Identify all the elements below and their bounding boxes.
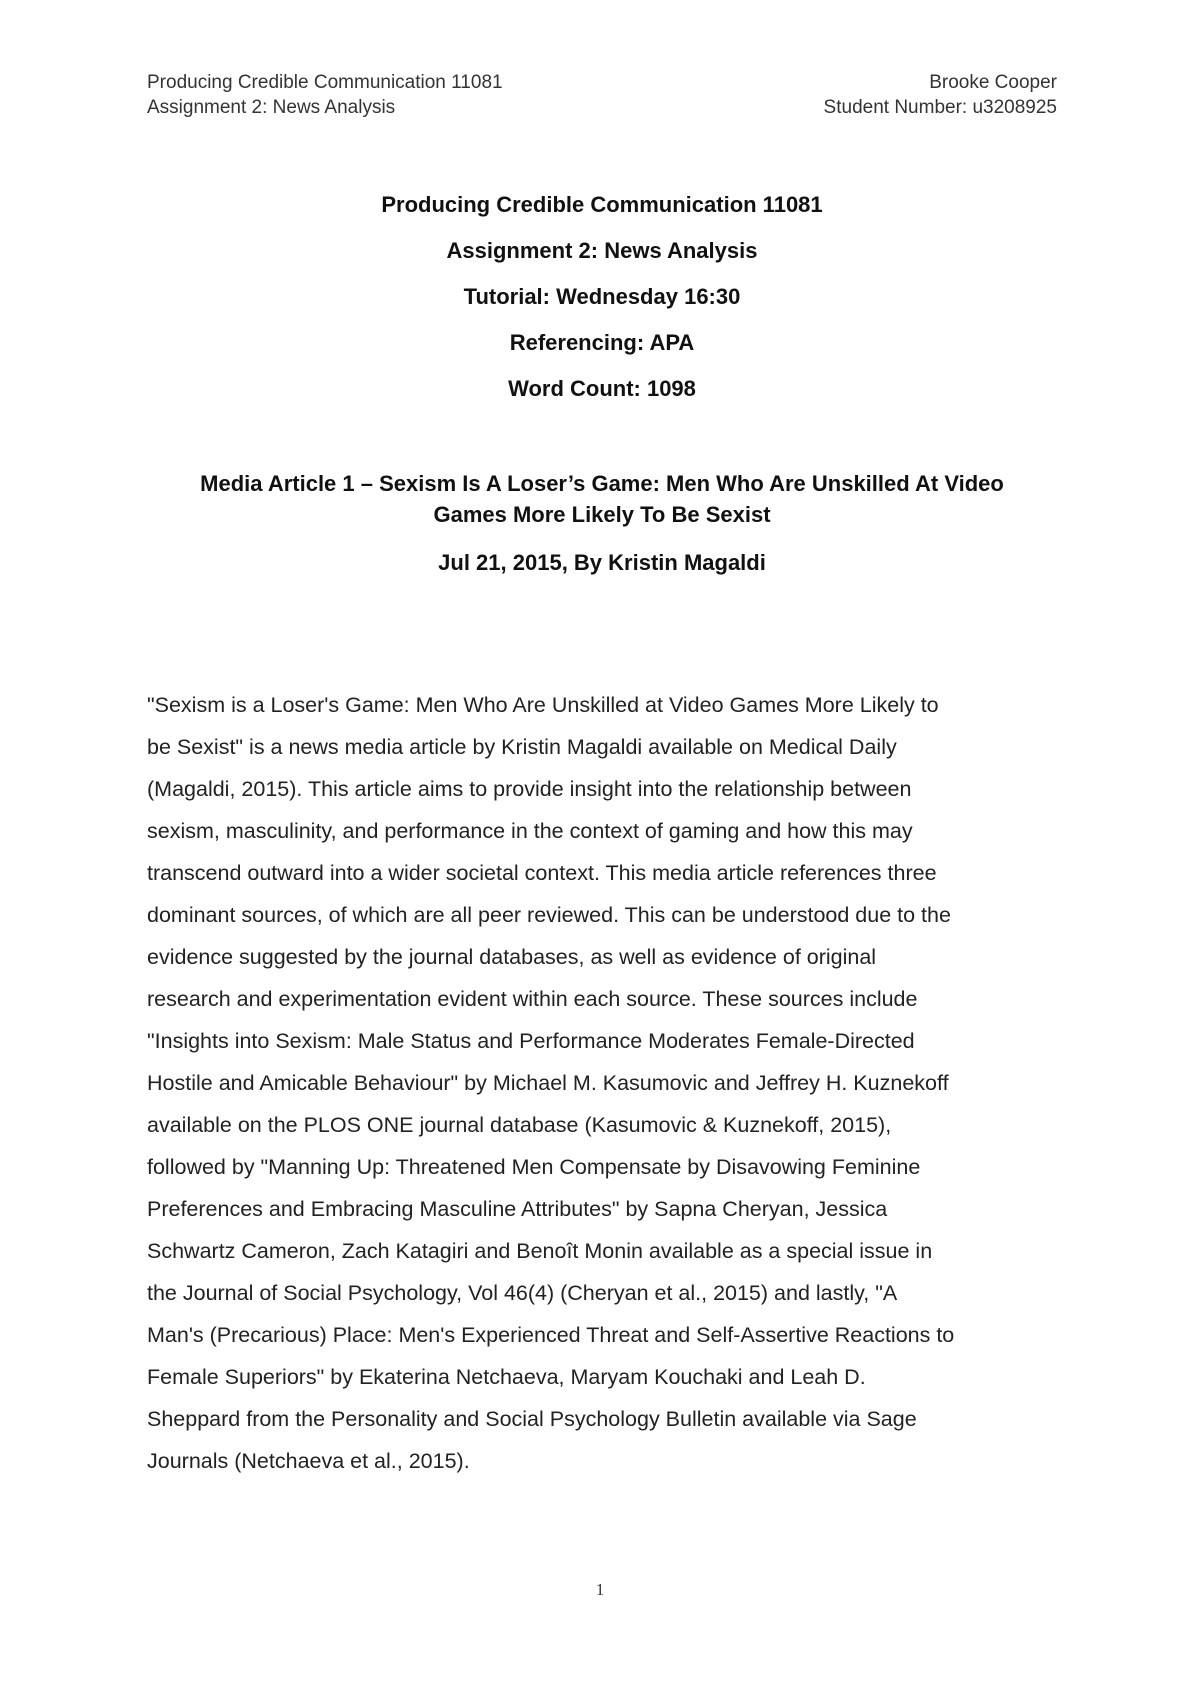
paragraph-line: Schwartz Cameron, Zach Katagiri and Benoît Monin available as a special issue in: [147, 1239, 933, 1263]
title-word-count: Word Count: 1098: [508, 376, 696, 401]
body-paragraph: [147, 684, 1067, 1482]
paragraph-line: Female Superiors" by Ekaterina Netchaeva, Maryam Kouchaki and Leah D.: [147, 1365, 866, 1389]
paragraph-line: research and experimentation evident within each source. These sources include: [147, 987, 918, 1011]
page-number: 1: [595, 1580, 605, 1599]
header-right: [824, 70, 1057, 120]
paragraph-line: available on the PLOS ONE journal database (Kasumovic & Kuznekoff, 2015),: [147, 1113, 892, 1137]
paragraph-line: sexism, masculinity, and performance in the context of gaming and how this may: [147, 819, 913, 843]
paragraph-line: the Journal of Social Psychology, Vol 46(4) (Cheryan et al., 2015) and lastly, "A: [147, 1281, 898, 1305]
paragraph-line: transcend outward into a wider societal context. This media article references three: [147, 861, 937, 885]
title-assignment: Assignment 2: News Analysis: [446, 238, 758, 263]
paragraph-line: Journals (Netchaeva et al., 2015).: [147, 1449, 470, 1473]
title-referencing: Referencing: APA: [509, 330, 695, 355]
paragraph-line: Hostile and Amicable Behaviour" by Michael M. Kasumovic and Jeffrey H. Kuznekoff: [147, 1071, 949, 1095]
paragraph-line: "Insights into Sexism: Male Status and Performance Moderates Female-Directed: [147, 1029, 915, 1053]
header-author: Brooke Cooper: [929, 72, 1057, 93]
header-student-number: Student Number: u3208925: [823, 97, 1057, 118]
paragraph-line: Sheppard from the Personality and Social Psychology Bulletin available via Sage: [147, 1407, 917, 1431]
paragraph-line: "Sexism is a Loser's Game: Men Who Are Unskilled at Video Games More Likely to: [147, 693, 939, 717]
paragraph-line: followed by "Manning Up: Threatened Men Compensate by Disavowing Feminine: [147, 1155, 921, 1179]
paragraph-line: dominant sources, of which are all peer reviewed. This can be understood due to the: [147, 903, 951, 927]
article-heading: [147, 468, 1057, 530]
header-course: Producing Credible Communication 11081: [147, 72, 503, 93]
title-tutorial: Tutorial: Wednesday 16:30: [463, 284, 741, 309]
article-heading-line: Media Article 1 – Sexism Is A Loser’s Game: Men Who Are Unskilled At Video: [200, 471, 1004, 496]
title-block: [147, 190, 1057, 420]
article-byline: Jul 21, 2015, By Kristin Magaldi: [438, 550, 766, 575]
paragraph-line: be Sexist" is a news media article by Kristin Magaldi available on Medical Daily: [147, 735, 897, 759]
paragraph-line: Preferences and Embracing Masculine Attributes" by Sapna Cheryan, Jessica: [147, 1197, 888, 1221]
paragraph-line: (Magaldi, 2015). This article aims to provide insight into the relationship between: [147, 777, 912, 801]
paragraph-line: evidence suggested by the journal databases, as well as evidence of original: [147, 945, 877, 969]
header-left: [147, 70, 503, 120]
header-assignment: Assignment 2: News Analysis: [147, 97, 396, 118]
paragraph-line: Man's (Precarious) Place: Men's Experienced Threat and Self-Assertive Reactions to: [147, 1323, 955, 1347]
article-heading-line: Games More Likely To Be Sexist: [433, 502, 771, 527]
title-course: Producing Credible Communication 11081: [381, 192, 823, 217]
